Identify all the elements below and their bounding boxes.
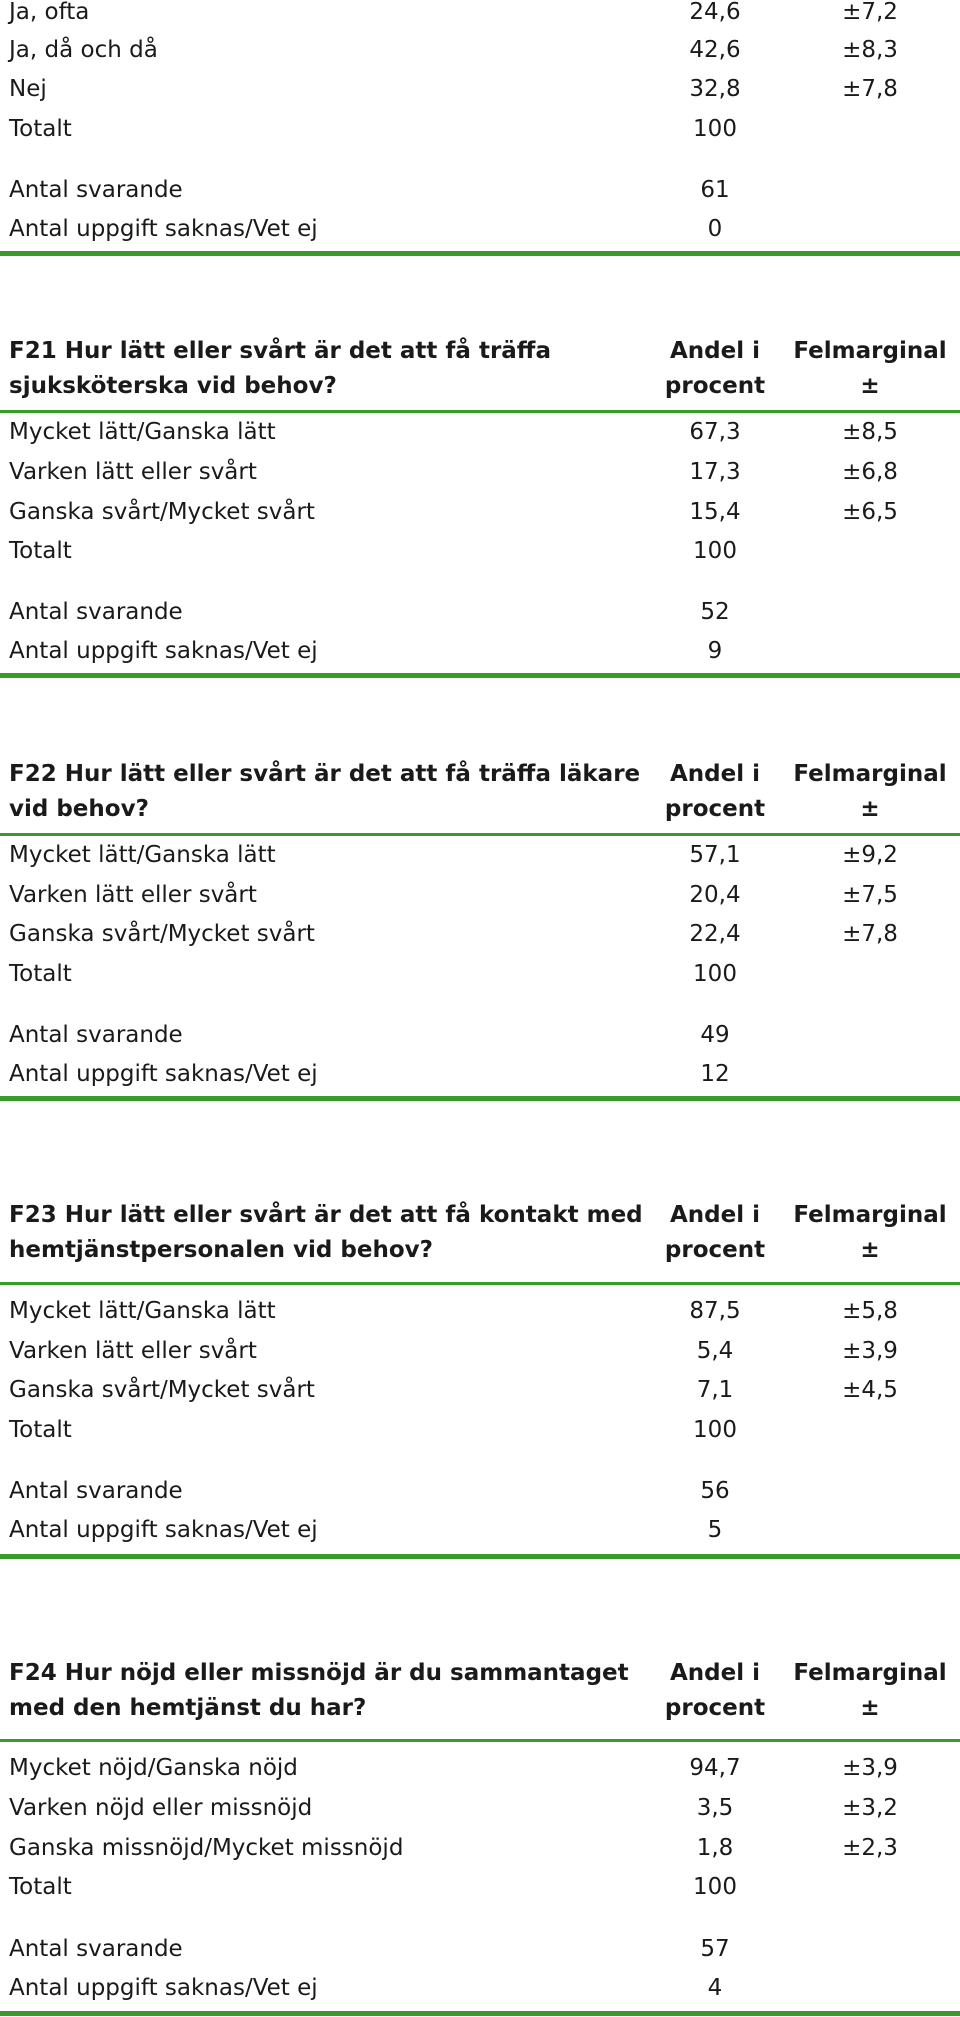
total-label: Totalt: [9, 1874, 72, 1900]
row-value: 1,8: [696, 1835, 734, 1861]
missing-value: 12: [700, 1061, 730, 1087]
row-value: 5,4: [696, 1338, 734, 1364]
row-margin: ±3,2: [842, 1795, 898, 1821]
total-value: 100: [693, 1874, 737, 1900]
missing-label: Antal uppgift saknas/Vet ej: [9, 1517, 318, 1543]
row-margin: ±3,9: [842, 1338, 898, 1364]
row-value: 87,5: [689, 1298, 741, 1324]
row-margin: ±7,8: [842, 76, 898, 102]
row-value: 20,4: [689, 882, 741, 908]
header-rule: [0, 1739, 960, 1742]
row-value: 15,4: [689, 499, 741, 525]
missing-value: 4: [707, 1975, 723, 2001]
row-label: Varken lätt eller svårt: [9, 459, 257, 485]
missing-label: Antal uppgift saknas/Vet ej: [9, 1975, 318, 2001]
total-label: Totalt: [9, 961, 72, 987]
respondents-label: Antal svarande: [9, 1936, 183, 1962]
section-divider: [0, 673, 960, 678]
row-margin: ±2,3: [842, 1835, 898, 1861]
row-value: 32,8: [689, 76, 741, 102]
row-value: 67,3: [689, 419, 741, 445]
row-label: Mycket nöjd/Ganska nöjd: [9, 1755, 298, 1781]
missing-value: 9: [707, 638, 723, 664]
share-column-header: Andel i procent: [664, 761, 766, 822]
row-value: 3,5: [696, 1795, 734, 1821]
row-value: 7,1: [696, 1377, 734, 1403]
total-value: 100: [693, 116, 737, 142]
respondents-label: Antal svarande: [9, 1022, 183, 1048]
respondents-value: 49: [700, 1022, 730, 1048]
header-rule: [0, 410, 960, 413]
question-heading: F22 Hur lätt eller svårt är det att få träffa läkare vid behov?: [9, 761, 641, 822]
header-rule: [0, 833, 960, 836]
row-margin: ±9,2: [842, 842, 898, 868]
respondents-value: 52: [700, 599, 730, 625]
row-label: Varken lätt eller svårt: [9, 882, 257, 908]
row-label: Nej: [9, 76, 47, 102]
share-column-header: Andel i procent: [664, 338, 766, 399]
total-value: 100: [693, 538, 737, 564]
respondents-label: Antal svarande: [9, 1478, 183, 1504]
row-margin: ±4,5: [842, 1377, 898, 1403]
respondents-label: Antal svarande: [9, 177, 183, 203]
respondents-value: 56: [700, 1478, 730, 1504]
section-divider: [0, 251, 960, 256]
row-margin: ±5,8: [842, 1298, 898, 1324]
row-margin: ±7,5: [842, 882, 898, 908]
row-value: 57,1: [689, 842, 741, 868]
share-column-header: Andel i procent: [664, 1202, 766, 1263]
missing-value: 0: [707, 216, 723, 242]
question-heading: F21 Hur lätt eller svårt är det att få träffa sjuksköterska vid behov?: [9, 338, 551, 399]
row-label: Ganska svårt/Mycket svårt: [9, 1377, 315, 1403]
margin-column-header: Felmarginal ±: [793, 338, 947, 399]
row-label: Ja, ofta: [9, 0, 90, 25]
total-value: 100: [693, 961, 737, 987]
row-value: 42,6: [689, 37, 741, 63]
margin-column-header: Felmarginal ±: [793, 761, 947, 822]
margin-column-header: Felmarginal ±: [793, 1202, 947, 1263]
row-value: 94,7: [689, 1755, 741, 1781]
row-label: Mycket lätt/Ganska lätt: [9, 842, 276, 868]
respondents-value: 57: [700, 1936, 730, 1962]
row-margin: ±3,9: [842, 1755, 898, 1781]
row-label: Ja, då och då: [9, 37, 158, 63]
row-label: Ganska svårt/Mycket svårt: [9, 921, 315, 947]
row-label: Varken nöjd eller missnöjd: [9, 1795, 313, 1821]
row-margin: ±8,3: [842, 37, 898, 63]
section-divider: [0, 1096, 960, 1101]
missing-label: Antal uppgift saknas/Vet ej: [9, 638, 318, 664]
margin-column-header: Felmarginal ±: [793, 1660, 947, 1721]
missing-value: 5: [707, 1517, 723, 1543]
row-label: Varken lätt eller svårt: [9, 1338, 257, 1364]
row-margin: ±8,5: [842, 419, 898, 445]
total-label: Totalt: [9, 1417, 72, 1443]
row-value: 22,4: [689, 921, 741, 947]
question-heading: F24 Hur nöjd eller missnöjd är du sammantaget med den hemtjänst du har?: [9, 1660, 629, 1721]
respondents-value: 61: [700, 177, 730, 203]
row-label: Mycket lätt/Ganska lätt: [9, 419, 276, 445]
row-margin: ±7,8: [842, 921, 898, 947]
row-margin: ±7,2: [842, 0, 898, 25]
row-value: 17,3: [689, 459, 741, 485]
share-column-header: Andel i procent: [664, 1660, 766, 1721]
header-rule: [0, 1282, 960, 1285]
question-heading: F23 Hur lätt eller svårt är det att få kontakt med hemtjänstpersonalen vid behov?: [9, 1202, 643, 1263]
row-value: 24,6: [689, 0, 741, 25]
row-label: Ganska svårt/Mycket svårt: [9, 499, 315, 525]
total-label: Totalt: [9, 538, 72, 564]
row-margin: ±6,5: [842, 499, 898, 525]
section-divider: [0, 1554, 960, 1559]
missing-label: Antal uppgift saknas/Vet ej: [9, 216, 318, 242]
missing-label: Antal uppgift saknas/Vet ej: [9, 1061, 318, 1087]
total-label: Totalt: [9, 116, 72, 142]
section-divider: [0, 2011, 960, 2016]
row-label: Mycket lätt/Ganska lätt: [9, 1298, 276, 1324]
respondents-label: Antal svarande: [9, 599, 183, 625]
total-value: 100: [693, 1417, 737, 1443]
row-margin: ±6,8: [842, 459, 898, 485]
row-label: Ganska missnöjd/Mycket missnöjd: [9, 1835, 404, 1861]
